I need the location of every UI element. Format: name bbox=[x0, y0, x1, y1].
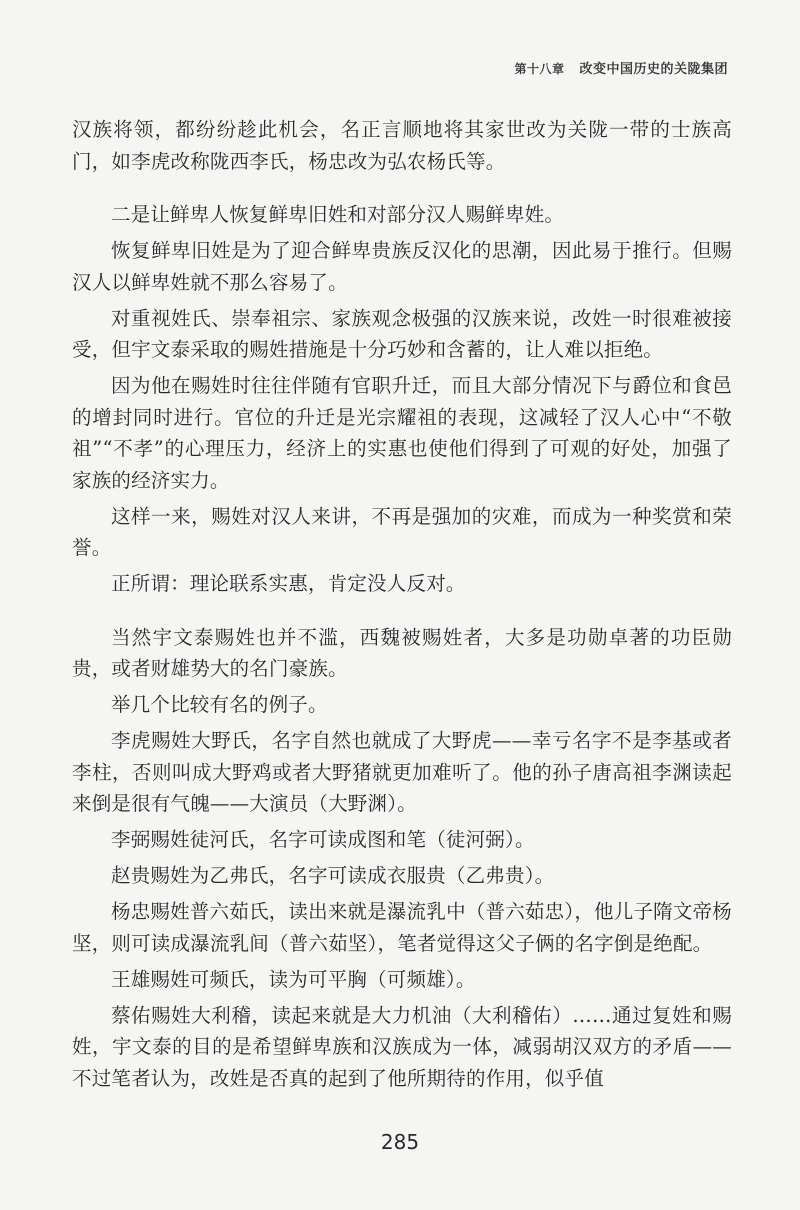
paragraph: 李弼赐姓徒河氏，名字可读成图和笔（徒河弼）。 bbox=[111, 828, 535, 851]
paragraph: 这样一来，赐姓对汉人来讲，不再是强加的灾难，而成为一种奖赏和荣誉。 bbox=[72, 504, 732, 559]
running-header bbox=[514, 58, 728, 77]
paragraph: 王雄赐姓可频氏，读为可平胸（可频雄）。 bbox=[111, 967, 476, 991]
body-text bbox=[72, 114, 732, 1099]
page-number: 285 bbox=[380, 1130, 420, 1154]
paragraph: 赵贵赐姓为乙弗氏，名字可读成衣服贵（乙弗贵）。 bbox=[111, 864, 555, 887]
paragraph: 二是让鲜卑人恢复鲜卑旧姓和对部分汉人赐鲜卑姓。 bbox=[111, 203, 565, 226]
paragraph: 当然宇文泰赐姓也并不滥，西魏被赐姓者，大多是功勋卓著的功臣勋贵，或者财雄势大的名门豪族。 bbox=[72, 625, 732, 680]
paragraph: 举几个比较有名的例子。 bbox=[111, 693, 328, 716]
paragraph: 恢复鲜卑旧姓是为了迎合鲜卑贵族反汉化的思潮，因此易于推行。但赐汉人以鲜卑姓就不那么容易了。 bbox=[72, 239, 732, 294]
paragraph: 正所谓：理论联系实惠，肯定没人反对。 bbox=[111, 572, 466, 595]
paragraph: 李虎赐姓大野氏，名字自然也就成了大野虎——幸亏名字不是李基或者李柱，否则叫成大野鸡或者大野猪就更加难听了。他的孙子唐高祖李渊读起来倒是很有气魄——大演员（大野渊）。 bbox=[72, 729, 732, 815]
paragraph-continued: 汉族将领，都纷纷趁此机会，名正言顺地将其家世改为关陇一带的士族高门，如李虎改称陇西李氏，杨忠改为弘农杨氏等。 bbox=[72, 118, 732, 173]
chapter-number: 第十八章 bbox=[514, 62, 565, 76]
paragraph: 对重视姓氏、崇奉祖宗、家族观念极强的汉族来说，改姓一时很难被接受，但宇文泰采取的赐姓措施是十分巧妙和含蓄的，让人难以拒绝。 bbox=[72, 306, 732, 361]
paragraph: 因为他在赐姓时往往伴随有官职升迁，而且大部分情况下与爵位和食邑的增封同时进行。官位的升迁是光宗耀祖的表现，这减轻了汉人心中“不敬祖”“不孝”的心理压力，经济上的实惠也使他们得到了可观的好处，加强了家族的经济实力。 bbox=[72, 374, 732, 492]
chapter-title: 改变中国历史的关陇集团 bbox=[579, 62, 728, 77]
paragraph: 蔡佑赐姓大利稽，读起来就是大力机油（大利稽佑）……通过复姓和赐姓，宇文泰的目的是希望鲜卑族和汉族成为一体，减弱胡汉双方的矛盾——不过笔者认为，改姓是否真的起到了他所期待的作用，似乎值 bbox=[72, 1003, 732, 1090]
paragraph: 杨忠赐姓普六茹氏，读出来就是瀑流乳中（普六茹忠），他儿子隋文帝杨坚，则可读成瀑流乳间（普六茹坚），笔者觉得这父子俩的名字倒是绝配。 bbox=[72, 900, 732, 955]
